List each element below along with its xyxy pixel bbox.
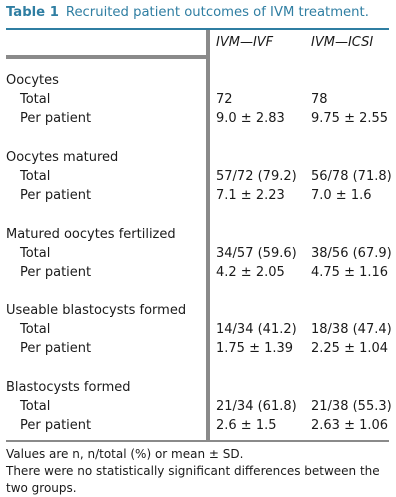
cell-ivm-icsi: 18/38 (47.4) xyxy=(311,322,392,337)
table-title: Recruited patient outcomes of IVM treatment. xyxy=(65,5,369,20)
table-row xyxy=(0,418,396,437)
cell-ivm-icsi: 78 xyxy=(311,92,328,107)
table-row xyxy=(0,265,396,284)
cell-ivm-ivf: 72 xyxy=(216,92,233,107)
cell-ivm-ivf: 21/34 (61.8) xyxy=(216,399,297,414)
table-row xyxy=(0,169,396,188)
cell-ivm-ivf: 7.1 ± 2.23 xyxy=(216,188,285,203)
section-title: Oocytes xyxy=(6,73,59,88)
cell-ivm-icsi: 2.25 ± 1.04 xyxy=(311,341,389,356)
table-row xyxy=(0,246,396,265)
cell-ivm-ivf: 9.0 ± 2.83 xyxy=(216,111,285,126)
cell-ivm-icsi: 21/38 (55.3) xyxy=(311,399,392,414)
note-line: Values are n, n/total (%) or mean ± SD. xyxy=(6,447,244,461)
header-rule xyxy=(6,55,209,59)
cell-ivm-icsi: 56/78 (71.8) xyxy=(311,169,392,184)
column-header-ivm-ivf: IVM—IVF xyxy=(216,35,274,50)
row-label: Per patient xyxy=(20,418,92,433)
section-title: Useable blastocysts formed xyxy=(6,303,187,318)
table-notes xyxy=(6,446,394,497)
cell-ivm-icsi: 4.75 ± 1.16 xyxy=(311,265,389,280)
section-title: Oocytes matured xyxy=(6,150,119,165)
cell-ivm-ivf: 1.75 ± 1.39 xyxy=(216,341,294,356)
cell-ivm-icsi: 2.63 ± 1.06 xyxy=(311,418,389,433)
cell-ivm-ivf: 14/34 (41.2) xyxy=(216,322,297,337)
row-label: Per patient xyxy=(20,341,92,356)
row-label: Per patient xyxy=(20,111,92,126)
row-label: Total xyxy=(20,92,51,107)
note-line: two groups. xyxy=(6,481,77,495)
cell-ivm-ivf: 34/57 (59.6) xyxy=(216,246,297,261)
cell-ivm-icsi: 9.75 ± 2.55 xyxy=(311,111,389,126)
cell-ivm-icsi: 7.0 ± 1.6 xyxy=(311,188,372,203)
table-row xyxy=(0,341,396,360)
cell-ivm-ivf: 4.2 ± 2.05 xyxy=(216,265,285,280)
row-label: Per patient xyxy=(20,265,92,280)
table-caption xyxy=(6,5,369,20)
row-label: Total xyxy=(20,246,51,261)
row-label: Total xyxy=(20,169,51,184)
section-title: Blastocysts formed xyxy=(6,380,131,395)
section-title: Matured oocytes fertilized xyxy=(6,227,176,242)
table-row xyxy=(0,188,396,207)
row-label: Per patient xyxy=(20,188,92,203)
table-label: Table 1 xyxy=(6,5,59,20)
note-line: There were no statistically significant differences between the xyxy=(6,464,380,478)
cell-ivm-ivf: 2.6 ± 1.5 xyxy=(216,418,277,433)
table-row xyxy=(0,92,396,111)
table-row xyxy=(0,111,396,130)
column-header-ivm-icsi: IVM—ICSI xyxy=(311,35,374,50)
row-label: Total xyxy=(20,399,51,414)
top-rule xyxy=(6,28,389,30)
bottom-rule xyxy=(6,440,389,442)
cell-ivm-ivf: 57/72 (79.2) xyxy=(216,169,297,184)
row-label: Total xyxy=(20,322,51,337)
cell-ivm-icsi: 38/56 (67.9) xyxy=(311,246,392,261)
table-row xyxy=(0,322,396,341)
table-row xyxy=(0,399,396,418)
